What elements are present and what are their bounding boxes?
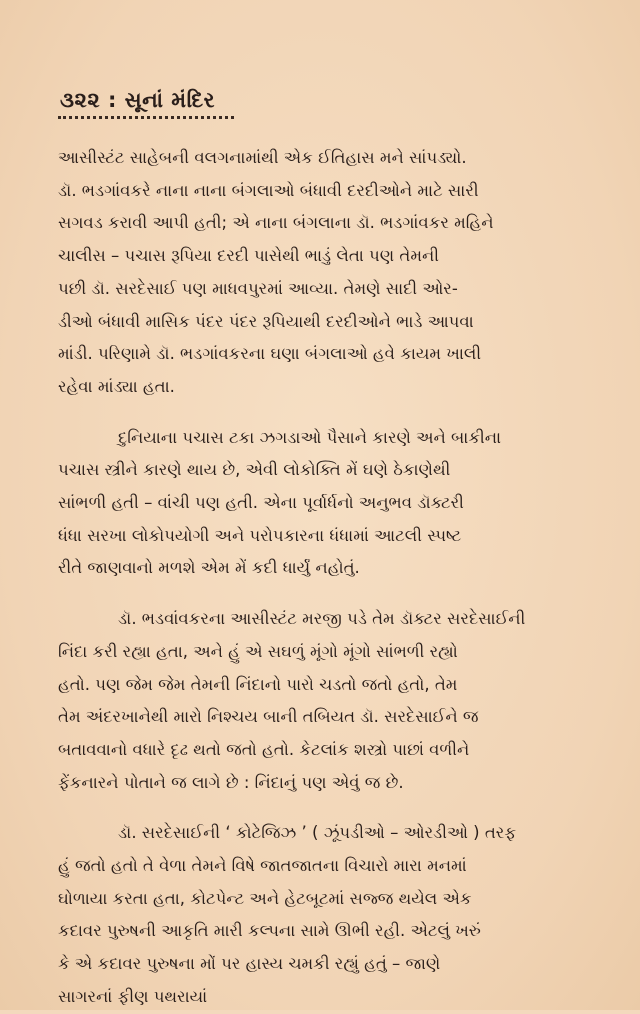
page-number: ૩૨૨ [60, 88, 101, 112]
text-line: માંડી. પરિણામે ડૉ. ભડગાંવકરના ઘણા બંગલાઓ હવે કાયમ ખાલી [58, 344, 482, 364]
header-dotted-rule [58, 116, 234, 119]
text-line: બતાવવાનો વધારે દૃઢ થતો જતો હતો. કેટલાંક શસ્ત્રો પાછાં વળીને [58, 739, 470, 759]
paragraph [58, 603, 614, 799]
text-line: સાંભળી હતી – વાંચી પણ હતી. એના પૂર્વાર્ધનો અનુભવ ડૉક્ટરી [58, 493, 464, 513]
text-line: તેમ અંદરખાનેથી મારો નિશ્ચય બાની તબિયત ડૉ. સરદેસાઈને જ [58, 707, 479, 727]
paragraph-gap [58, 404, 614, 422]
text-line: કે એ કદાવર પુરુષના મોં પર હાસ્ય ચમકી રહ્યું હતું – જાણે [58, 954, 441, 974]
text-line: રીતે જાણવાનો મળશે એમ મેં કદી ધાર્યું નહોતું. [58, 558, 360, 578]
text-line: કદાવર પુરુષની આકૃતિ મારી કલ્પના સામે ઊભી રહી. એટલું ખરું [58, 921, 481, 941]
text-line: હતો. પણ જેમ જેમ તેમની નિંદાનો પારો ચડતો જતો હતો, તેમ [58, 674, 458, 694]
paragraph-gap [58, 585, 614, 603]
text-line: પચાસ સ્ત્રીને કારણે થાય છે, એવી લોકોક્તિ મેં ઘણે ઠેકાણેથી [58, 460, 451, 480]
text-line: આસીસ્ટંટ સાહેબની વલગનામાંથી એક ઈતિહાસ મને સાંપડ્યો. [58, 148, 467, 167]
text-line: પછી ડૉ. સરદેસાઈ પણ માધવપુરમાં આવ્યા. તેમણે સાદી ઓર- [58, 278, 458, 298]
page-header [60, 88, 215, 113]
text-line: સાગરનાં ફીણ પથરાયાં [58, 986, 208, 1006]
paragraph-gap [58, 799, 614, 817]
text-line: ધંધા સરખા લોકોપયોગી અને પરોપકારના ધંધામાં આટલી સ્પષ્ટ [58, 525, 462, 545]
text-line: ઘોળાયા કરતા હતા, કોટપેન્ટ અને હેટબૂટમાં સજ્જ થયેલ એક [58, 888, 472, 908]
text-line: ચાલીસ – પચાસ રૂપિયા દરદી પાસેથી ભાડું લેતા પણ તેમની [58, 246, 439, 266]
text-line: નિંદા કરી રહ્યા હતા, અને હું એ સઘળું મૂંગો મૂંગો સાંભળી રહ્યો [58, 641, 458, 661]
text-line: ડૉ. ભડગાંવકરે નાના નાના બંગલાઓ બંધાવી દરદીઓને માટે સારી [58, 180, 479, 200]
text-line: રહેવા માંડ્યા હતા. [58, 376, 175, 396]
paragraph [58, 817, 614, 1013]
paragraph [58, 422, 614, 586]
text-line: ડૉ. ભડવાંવકરના આસીસ્ટંટ મરજી પડે તેમ ડૉક્ટર સરદેસાઈની [118, 609, 526, 629]
text-line: સગવડ કરાવી આપી હતી; એ નાના બંગલાના ડૉ. ભડગાંવકર મહિને [58, 213, 494, 233]
text-line: ડીઓ બંધાવી માસિક પંદર પંદર રૂપિયાથી દરદીઓને ભાડે આપવા [58, 311, 474, 331]
text-line: હું જતો હતો તે વેળા તેમને વિષે જાતજાતના વિચારો મારા મનમાં [58, 856, 467, 876]
paragraph [58, 142, 614, 404]
text-line: દુનિયાના પચાસ ટકા ઝગડાઓ પૈસાને કારણે અને બાકીના [118, 427, 502, 447]
text-line: ફેંકનારને પોતાને જ લાગે છે : નિંદાનું પણ એવું જ છે. [58, 772, 404, 792]
body-text [58, 142, 614, 1014]
text-line: ડૉ. સરદેસાઈની ‘ કોટેજિઝ ’ ( ઝૂંપડીઓ – ઓરડીઓ ) તરફ [118, 823, 517, 843]
book-title: સૂનાં મંદિર [124, 88, 215, 112]
header-separator: : [100, 88, 125, 112]
